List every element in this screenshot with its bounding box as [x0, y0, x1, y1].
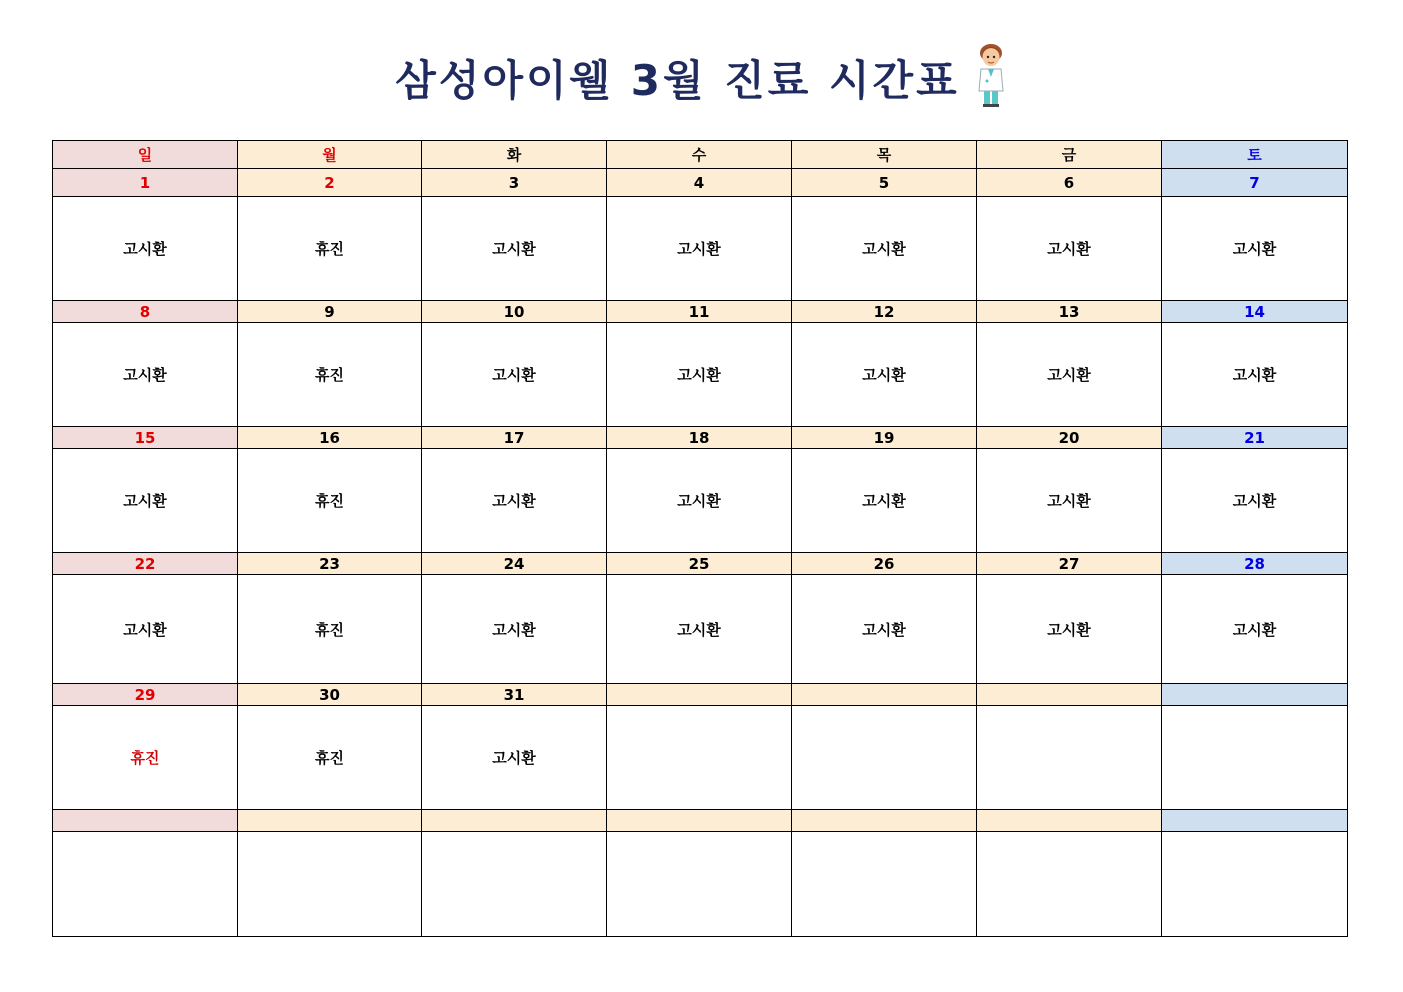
schedule-cell: 고시환	[53, 575, 238, 684]
date-cell: 11	[607, 301, 792, 323]
schedule-cell: 휴진	[238, 575, 422, 684]
date-cell: 1	[53, 169, 238, 197]
schedule-cell: 고시환	[607, 575, 792, 684]
schedule-cell: 고시환	[1162, 323, 1348, 427]
date-cell: 31	[422, 684, 607, 706]
date-cell	[1162, 810, 1348, 832]
schedule-cell: 고시환	[422, 197, 607, 301]
date-cell	[607, 810, 792, 832]
weekday-header-row	[53, 141, 1348, 169]
date-cell: 30	[238, 684, 422, 706]
schedule-cell: 고시환	[607, 323, 792, 427]
date-cell	[977, 810, 1162, 832]
date-cell	[238, 810, 422, 832]
schedule-cell: 고시환	[607, 449, 792, 553]
date-cell: 13	[977, 301, 1162, 323]
date-cell: 26	[792, 553, 977, 575]
schedule-row	[53, 197, 1348, 301]
date-cell: 29	[53, 684, 238, 706]
date-cell: 15	[53, 427, 238, 449]
date-cell: 14	[1162, 301, 1348, 323]
date-cell: 5	[792, 169, 977, 197]
schedule-cell: 고시환	[792, 449, 977, 553]
schedule-row	[53, 575, 1348, 684]
date-cell: 9	[238, 301, 422, 323]
date-cell	[53, 810, 238, 832]
date-cell: 28	[1162, 553, 1348, 575]
weekday-tue: 화	[422, 141, 607, 169]
date-cell: 19	[792, 427, 977, 449]
date-cell	[607, 684, 792, 706]
schedule-cell: 휴진	[238, 706, 422, 810]
weekday-sat: 토	[1162, 141, 1348, 169]
schedule-cell: 고시환	[607, 197, 792, 301]
schedule-cell: 고시환	[1162, 449, 1348, 553]
page-title: 삼성아이웰 3월 진료 시간표	[395, 56, 960, 105]
date-cell: 21	[1162, 427, 1348, 449]
date-cell: 4	[607, 169, 792, 197]
schedule-cell: 휴진	[238, 323, 422, 427]
schedule-row	[53, 832, 1348, 937]
date-row	[53, 553, 1348, 575]
date-cell	[1162, 684, 1348, 706]
schedule-cell: 고시환	[792, 323, 977, 427]
date-row	[53, 301, 1348, 323]
schedule-cell	[422, 832, 607, 937]
schedule-cell	[607, 832, 792, 937]
schedule-cell	[238, 832, 422, 937]
schedule-cell	[792, 832, 977, 937]
schedule-cell	[792, 706, 977, 810]
date-cell: 22	[53, 553, 238, 575]
schedule-cell: 고시환	[977, 323, 1162, 427]
date-cell: 25	[607, 553, 792, 575]
schedule-cell: 고시환	[422, 323, 607, 427]
date-cell: 10	[422, 301, 607, 323]
schedule-cell: 고시환	[53, 197, 238, 301]
schedule-cell: 휴진	[238, 449, 422, 553]
schedule-cell: 휴진	[53, 706, 238, 810]
schedule-cell: 고시환	[977, 197, 1162, 301]
schedule-row	[53, 323, 1348, 427]
schedule-cell: 고시환	[53, 449, 238, 553]
title-area	[0, 38, 1403, 118]
schedule-cell	[977, 706, 1162, 810]
schedule-cell: 휴진	[238, 197, 422, 301]
date-cell: 23	[238, 553, 422, 575]
date-row	[53, 427, 1348, 449]
schedule-cell: 고시환	[53, 323, 238, 427]
schedule-cell: 고시환	[1162, 575, 1348, 684]
schedule-cell	[53, 832, 238, 937]
calendar-table	[52, 140, 1348, 937]
date-cell: 3	[422, 169, 607, 197]
date-cell: 16	[238, 427, 422, 449]
weekday-thu: 목	[792, 141, 977, 169]
schedule-cell: 고시환	[792, 575, 977, 684]
date-cell: 17	[422, 427, 607, 449]
schedule-cell: 고시환	[977, 449, 1162, 553]
schedule-cell: 고시환	[792, 197, 977, 301]
date-row	[53, 169, 1348, 197]
schedule-row	[53, 706, 1348, 810]
schedule-cell	[607, 706, 792, 810]
date-cell	[792, 810, 977, 832]
weekday-fri: 금	[977, 141, 1162, 169]
weekday-sun: 일	[53, 141, 238, 169]
date-cell: 20	[977, 427, 1162, 449]
date-cell	[977, 684, 1162, 706]
doctor-icon	[974, 41, 1008, 109]
schedule-cell: 고시환	[1162, 197, 1348, 301]
schedule-cell: 고시환	[422, 575, 607, 684]
date-cell: 8	[53, 301, 238, 323]
date-row	[53, 810, 1348, 832]
date-cell: 6	[977, 169, 1162, 197]
weekday-wed: 수	[607, 141, 792, 169]
date-cell	[422, 810, 607, 832]
date-cell: 24	[422, 553, 607, 575]
date-cell: 12	[792, 301, 977, 323]
schedule-row	[53, 449, 1348, 553]
schedule-cell	[1162, 832, 1348, 937]
schedule-cell	[977, 832, 1162, 937]
weekday-mon: 월	[238, 141, 422, 169]
schedule-cell: 고시환	[422, 706, 607, 810]
date-cell: 18	[607, 427, 792, 449]
date-cell: 7	[1162, 169, 1348, 197]
date-cell: 27	[977, 553, 1162, 575]
schedule-cell	[1162, 706, 1348, 810]
date-cell: 2	[238, 169, 422, 197]
schedule-cell: 고시환	[977, 575, 1162, 684]
date-row	[53, 684, 1348, 706]
schedule-cell: 고시환	[422, 449, 607, 553]
date-cell	[792, 684, 977, 706]
